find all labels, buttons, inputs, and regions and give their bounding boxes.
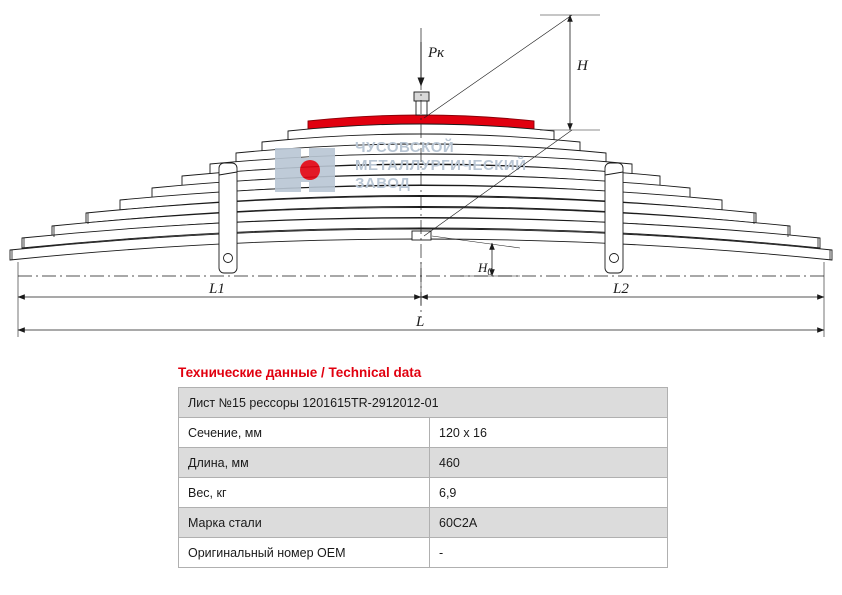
table-row — [179, 508, 668, 538]
force-label: Pк — [428, 45, 445, 61]
row-value-section: 120 х 16 — [430, 418, 668, 448]
table-header-cell: Лист №15 рессоры 1201615TR-2912012-01 — [179, 388, 668, 418]
row-value-length: 460 — [430, 448, 668, 478]
table-row — [179, 448, 668, 478]
row-value-weight: 6,9 — [430, 478, 668, 508]
h-label: H — [577, 58, 588, 74]
technical-data-block — [178, 365, 668, 568]
l2-label: L2 — [613, 281, 629, 297]
technical-data-table — [178, 387, 668, 568]
watermark-line-3: ЗАВОД — [355, 175, 411, 192]
watermark-line-2: МЕТАЛЛУРГИЧЕСКИЙ — [355, 157, 527, 174]
table-row — [179, 418, 668, 448]
row-value-oem: - — [430, 538, 668, 568]
row-key-length: Длина, мм — [179, 448, 430, 478]
row-key-steel-grade: Марка стали — [179, 508, 430, 538]
row-value-steel-grade: 60С2А — [430, 508, 668, 538]
l-label: L — [416, 314, 425, 330]
clamp-right — [605, 163, 623, 273]
l1-label: L1 — [209, 281, 225, 297]
clamp-left — [219, 163, 237, 273]
table-row — [179, 538, 668, 568]
watermark-line-1: ЧУСОВСКОЙ — [355, 139, 455, 156]
h0-label: $H_0$ — [478, 260, 493, 278]
row-key-oem: Оригинальный номер ОЕМ — [179, 538, 430, 568]
h-leader-top — [424, 15, 572, 118]
row-key-weight: Вес, кг — [179, 478, 430, 508]
technical-data-title: Технические данные / Technical data — [178, 365, 422, 380]
table-row-header — [179, 388, 668, 418]
row-key-section: Сечение, мм — [179, 418, 430, 448]
table-row — [179, 478, 668, 508]
